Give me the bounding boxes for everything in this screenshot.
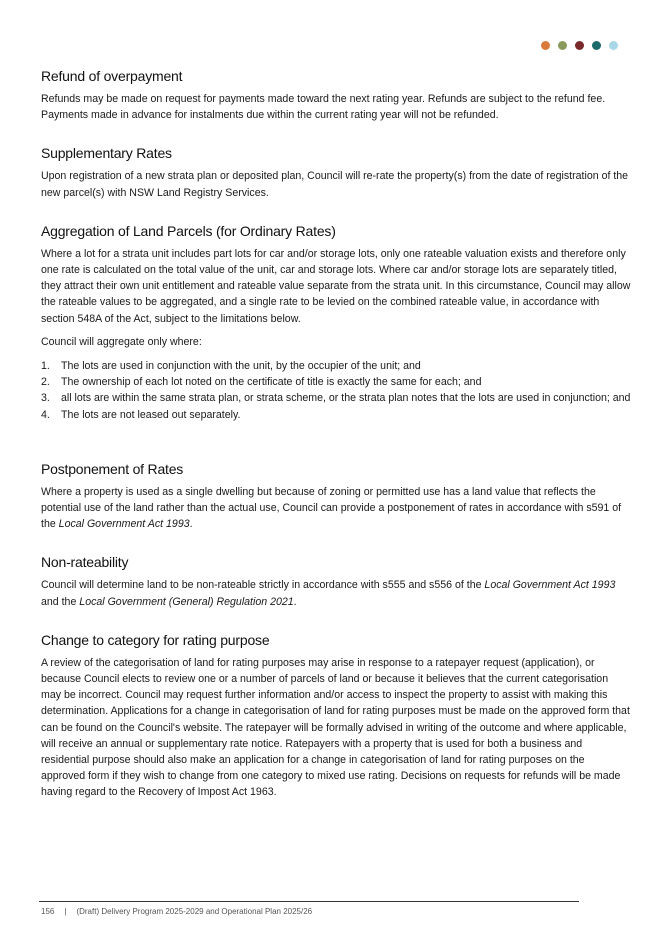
document-title: (Draft) Delivery Program 2025-2029 and Operational Plan 2025/26 bbox=[76, 907, 313, 916]
list-text: all lots are within the same strata plan, or strata scheme, or the strata plan notes that the lots are used in conjunction; and bbox=[61, 392, 631, 405]
footer-rule bbox=[39, 901, 579, 902]
list-text: The ownership of each lot noted on the certificate of title is exactly the same for each; and bbox=[61, 376, 482, 389]
section-intro: Council will aggregate only where: bbox=[41, 335, 202, 348]
body-text: Council will determine land to be non-rateable strictly in accordance with s555 and s556 of the bbox=[41, 579, 485, 592]
section-category bbox=[41, 632, 631, 801]
section-body bbox=[41, 484, 631, 533]
page-content bbox=[41, 68, 631, 823]
section-body bbox=[41, 577, 631, 609]
section-body: Refunds may be made on request for payments made toward the next rating year. Refunds are subject to the refund fee. Payments made in advance for instalments due within the current rating year will not be refunded. bbox=[41, 93, 606, 122]
list-number: 3. bbox=[41, 392, 50, 405]
dot-olive bbox=[558, 41, 567, 50]
act-name: Local Government Act 1993 bbox=[484, 579, 616, 592]
section-title: Supplementary Rates bbox=[41, 145, 172, 162]
aggregation-list bbox=[41, 358, 631, 423]
list-number: 2. bbox=[41, 376, 50, 389]
dot-light-blue bbox=[609, 41, 618, 50]
section-title: Change to category for rating purpose bbox=[41, 631, 270, 648]
section-title: Aggregation of Land Parcels (for Ordinary Rates) bbox=[41, 222, 336, 239]
body-text: Where a property is used as a single dwelling but because of zoning or permitted use has a land value that reflects the potential use of the land rather than the actual use, Council can provide a postponement of rates in accordance with s591 of the bbox=[41, 485, 622, 531]
body-text: and the bbox=[41, 595, 80, 608]
section-body: Where a lot for a strata unit includes part lots for car and/or storage lots, only one rateable valuation exists and therefore only one rate is calculated on the total value of the unit, car and storage lots. Where car and/or storage lots are separately titled, they attract their own unit entitlement and rateable value separate from the strata unit. In this circumstance, Council may allow the rateable values to be aggregated, and a single rate to be levied on the combined rateable value, in accordance with section 548A of the Act, subject to the limitations below. bbox=[41, 247, 631, 325]
section-title: Refund of overpayment bbox=[41, 68, 183, 84]
list-text: The lots are not leased out separately. bbox=[61, 408, 241, 421]
footer-separator: | bbox=[64, 907, 67, 916]
section-refund bbox=[41, 68, 631, 123]
section-title: Non-rateability bbox=[41, 554, 129, 571]
section-aggregation bbox=[41, 223, 631, 423]
section-body: A review of the categorisation of land for rating purposes may arise in response to a ratepayer request (application), or because Council elects to review one or a number of parcels of land or because it believes that the current categorisation may be incorrect. Council may request further information and/or access to inspect the property to assist with making this determination. Applications for a change in categorisation of land for rating purposes must be made on the approved form that can be found on the Council's website. The ratepayer will be formally advised in writing of the outcome and where applicable, will receive an annual or supplementary rate notice. Ratepayers with a property that is used for both a business and residential purpose should also make an application for a change in categorisation of land for rating purposes on the approved form if they wish to change from one category to mixed use rating. Decisions on requests for refunds will be made having regard to the Recovery of Impost Act 1963. bbox=[41, 656, 630, 799]
dot-maroon bbox=[575, 41, 584, 50]
body-text: . bbox=[293, 595, 297, 608]
section-nonrateability bbox=[41, 554, 631, 609]
list-number: 4. bbox=[41, 408, 50, 421]
section-body: Upon registration of a new strata plan or deposited plan, Council will re-rate the property(s) from the date of registration of the new parcel(s) with NSW Land Registry Services. bbox=[41, 170, 629, 199]
section-supplementary bbox=[41, 145, 631, 200]
list-item bbox=[41, 390, 631, 406]
body-text: . bbox=[189, 518, 193, 531]
list-item bbox=[41, 407, 631, 423]
list-number: 1. bbox=[41, 360, 50, 373]
list-text: The lots are used in conjunction with the unit, by the occupier of the unit; and bbox=[61, 360, 421, 373]
footer bbox=[41, 907, 312, 916]
list-item bbox=[41, 374, 631, 390]
dot-orange bbox=[541, 41, 550, 50]
regulation-name: Local Government (General) Regulation 2021 bbox=[79, 595, 294, 608]
act-name: Local Government Act 1993 bbox=[58, 518, 190, 531]
section-postponement bbox=[41, 461, 631, 533]
page-number: 156 bbox=[41, 907, 55, 916]
dot-teal bbox=[592, 41, 601, 50]
list-item bbox=[41, 358, 631, 374]
decorative-dots bbox=[541, 41, 618, 50]
section-title: Postponement of Rates bbox=[41, 460, 184, 477]
